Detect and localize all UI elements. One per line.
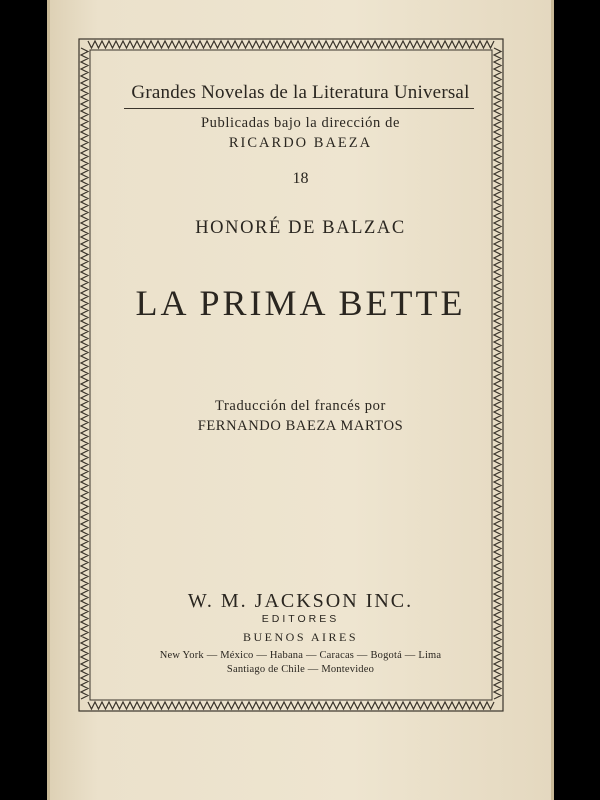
translator-name: FERNANDO BAEZA MARTOS bbox=[197, 418, 404, 434]
volume-number: 18 bbox=[292, 170, 309, 187]
cities-line-1: New York — México — Habana — Caracas — Bogotá — Lima bbox=[159, 650, 442, 661]
series-title: Grandes Novelas de la Literatura Universal bbox=[131, 82, 470, 103]
published-under-line: Publicadas bajo la dirección de bbox=[201, 115, 400, 131]
series-underline bbox=[124, 108, 474, 109]
publisher-city: BUENOS AIRES bbox=[242, 630, 358, 644]
cities-line-2: Santiago de Chile — Montevideo bbox=[226, 664, 375, 675]
book-title: LA PRIMA BETTE bbox=[135, 283, 466, 323]
author-name: HONORÉ DE BALZAC bbox=[195, 218, 406, 238]
publisher-name: W. M. JACKSON INC. bbox=[187, 590, 414, 612]
series-director: RICARDO BAEZA bbox=[228, 135, 373, 151]
publisher-role: EDITORES bbox=[261, 613, 340, 625]
translation-note: Traducción del francés por bbox=[215, 398, 386, 414]
